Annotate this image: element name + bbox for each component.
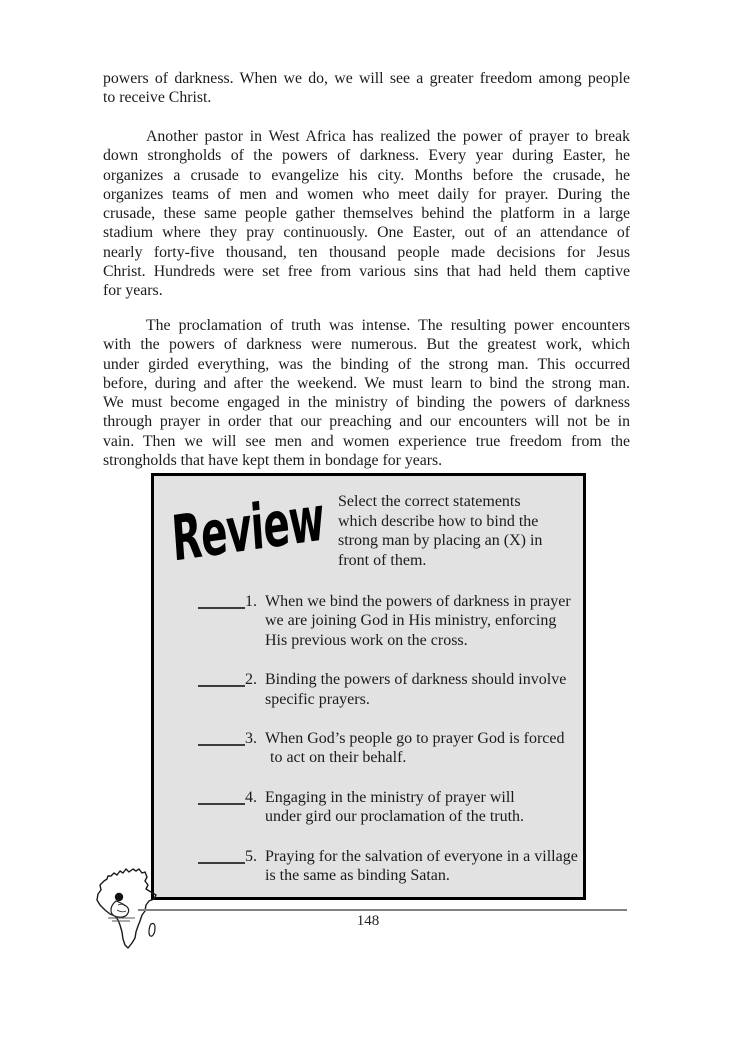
text-line: under gird our proclamation of the truth. — [265, 808, 525, 826]
text-line: When God’s people go to prayer God is forced — [265, 730, 565, 748]
text-line: is the same as binding Satan. — [265, 867, 450, 885]
text-line: down strongholds of the powers of darkness. Every year during Easter, he — [103, 147, 630, 165]
review-item — [198, 592, 583, 650]
review-item — [198, 788, 583, 827]
text-line: for years. — [103, 282, 163, 300]
text-line: Praying for the salvation of everyone in a village — [265, 847, 578, 865]
text-line: under girded everything, was the binding of the strong man. This occurred — [103, 355, 630, 373]
text-line: with the powers of darkness were numerous. But the greatest work, which — [103, 336, 630, 354]
page-number: 148 — [356, 913, 380, 929]
text-line: The proclamation of truth was intense. The resulting power encounters — [146, 317, 630, 334]
review-box — [151, 473, 586, 900]
text-line: powers of darkness. When we do, we will see a greater freedom among people — [103, 70, 630, 87]
text-line: nearly forty-five thousand, ten thousand people made decisions for Jesus — [103, 243, 630, 261]
item-text — [265, 788, 524, 827]
text-line: which describe how to bind the — [338, 512, 539, 530]
review-instructions — [338, 492, 577, 570]
item-number: 3. — [245, 730, 257, 748]
text-line: organizes teams of men and women who meet daily for prayer. During the — [103, 185, 630, 203]
text-line: stadium where they pray continuously. One Easter, out of an attendance of — [103, 224, 630, 242]
text-line: Another pastor in West Africa has realized the power of prayer to break — [146, 128, 630, 145]
text-line: through prayer in order that our preaching and our encounters will not be in — [103, 413, 630, 431]
footer-rule — [138, 909, 627, 911]
text-line: Christ. Hundreds were set free from various sins that had held them captive — [103, 263, 630, 281]
item-number: 1. — [245, 593, 257, 610]
text-line: organizes a crusade to evangelize his city. Months before the crusade, he — [103, 166, 630, 184]
item-number: 5. — [245, 847, 257, 865]
text-line: strong man by placing an (X) in — [338, 532, 543, 549]
item-text — [265, 670, 566, 709]
text-line: specific prayers. — [265, 690, 370, 708]
review-title: Review — [169, 481, 327, 576]
text-line: His previous work on the cross. — [265, 631, 468, 649]
item-number: 2. — [245, 671, 257, 689]
answer-blank — [198, 670, 245, 687]
text-line: When we bind the powers of darkness in prayer — [265, 593, 571, 610]
item-number: 4. — [245, 788, 257, 806]
figure-head — [115, 893, 123, 901]
body-paragraph — [103, 69, 630, 108]
text-line: Binding the powers of darkness should involve — [265, 671, 567, 689]
item-text — [265, 729, 564, 768]
item-text — [265, 847, 578, 886]
review-items — [154, 592, 583, 885]
answer-blank — [198, 592, 245, 609]
text-line: We must become engaged in the ministry of binding the powers of darkness — [103, 394, 630, 412]
body-paragraph — [103, 316, 630, 470]
answer-blank — [198, 729, 245, 746]
review-item — [198, 670, 583, 709]
text-line: Engaging in the ministry of prayer will — [265, 788, 515, 806]
text-line: strongholds that have kept them in bondage for years. — [103, 452, 443, 470]
text-line: before, during and after the weekend. We must learn to bind the strong man. — [103, 374, 630, 392]
text-line: Select the correct statements — [338, 493, 521, 510]
text-line: crusade, these same people gather themselves behind the platform in a large — [103, 205, 630, 223]
text-line: vain. Then we will see men and women experience true freedom from the — [103, 432, 630, 450]
item-text — [265, 592, 571, 650]
answer-blank — [198, 788, 245, 805]
text-line: to act on their behalf. — [270, 749, 407, 767]
text-line: to receive Christ. — [103, 89, 212, 107]
review-logo — [166, 481, 338, 576]
review-item — [198, 729, 583, 768]
review-item — [198, 847, 583, 886]
answer-blank — [198, 847, 245, 864]
body-paragraph — [103, 127, 630, 301]
review-header — [166, 481, 577, 576]
text-line: front of them. — [338, 551, 427, 569]
text-line: we are joining God in His ministry, enforcing — [265, 612, 557, 630]
